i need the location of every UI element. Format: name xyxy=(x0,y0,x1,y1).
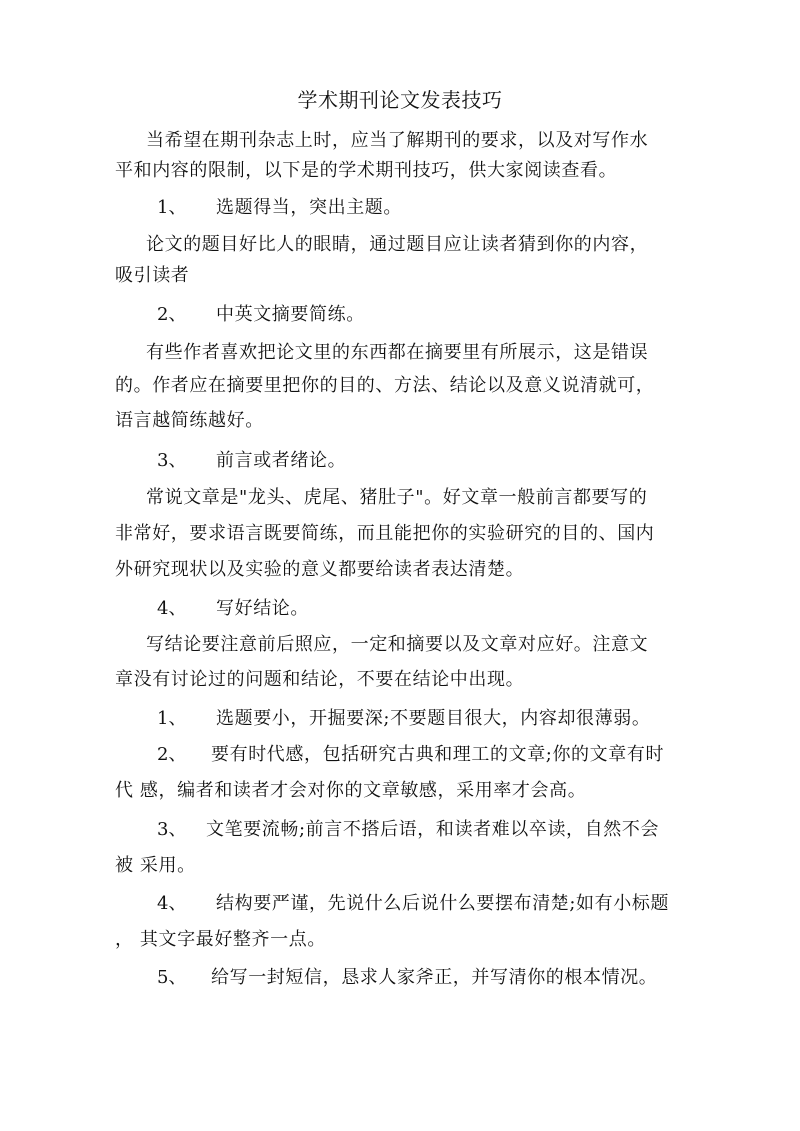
section-2-number: 2、 xyxy=(157,304,187,325)
section-2-body-line-2: 的。作者应在摘要里把你的目的、方法、结论以及意义说清就可， xyxy=(115,375,655,396)
section-1-body-line-1: 论文的题目好比人的眼睛，通过题目应让读者猜到你的内容， xyxy=(146,234,649,255)
tip-5-line-1: 给写一封短信，恳求人家斧正，并写清你的根本情况。 xyxy=(211,967,658,988)
tip-3-number: 3、 xyxy=(157,819,187,840)
document-title: 学术期刊论文发表技巧 xyxy=(297,88,503,112)
section-4-number: 4、 xyxy=(157,598,187,619)
tip-2-line-1: 要有时代感，包括研究古典和理工的文章;你的文章有时 xyxy=(211,744,665,765)
tip-3-line-1: 文笔要流畅;前言不搭后语，和读者难以卒读，自然不会 xyxy=(206,819,660,840)
tip-4-line-1: 结构要严谨，先说什么后说什么要摆布清楚;如有小标题 xyxy=(216,893,670,914)
section-4-body-line-1: 写结论要注意前后照应，一定和摘要以及文章对应好。注意文 xyxy=(146,634,649,655)
section-2-body-line-3: 语言越简练越好。 xyxy=(115,410,264,431)
section-2-heading: 中英文摘要简练。 xyxy=(216,304,365,325)
section-4-heading: 写好结论。 xyxy=(216,598,309,619)
section-3-body-line-2: 非常好，要求语言既要简练，而且能把你的实验研究的目的、国内 xyxy=(115,523,655,544)
intro-line-2: 平和内容的限制，以下是的学术期刊技巧，供大家阅读查看。 xyxy=(115,160,618,181)
tip-3-line-2: 被 采用。 xyxy=(115,855,196,876)
section-4-body-line-2: 章没有讨论过的问题和结论，不要在结论中出现。 xyxy=(115,669,525,690)
intro-line-1: 当希望在期刊杂志上时，应当了解期刊的要求，以及对写作水 xyxy=(146,130,649,151)
tip-4-line-2: ， 其文字最好整齐一点。 xyxy=(115,929,326,950)
section-1-body-line-2: 吸引读者 xyxy=(115,265,190,286)
tip-1-line-1: 选题要小，开掘要深;不要题目很大，内容却很薄弱。 xyxy=(216,708,651,729)
section-3-heading: 前言或者绪论。 xyxy=(216,450,347,471)
section-3-number: 3、 xyxy=(157,450,187,471)
section-3-body-line-1: 常说文章是"龙头、虎尾、猪肚子"。好文章一般前言都要写的 xyxy=(146,487,648,508)
tip-5-number: 5、 xyxy=(157,967,187,988)
tip-1-number: 1、 xyxy=(157,708,187,729)
tip-4-number: 4、 xyxy=(157,893,187,914)
tip-2-number: 2、 xyxy=(157,744,187,765)
tip-2-line-2: 代 感，编者和读者才会对你的文章敏感，采用率才会高。 xyxy=(115,780,587,801)
section-2-body-line-1: 有些作者喜欢把论文里的东西都在摘要里有所展示，这是错误 xyxy=(146,342,649,363)
section-1-number: 1、 xyxy=(157,197,187,218)
section-3-body-line-3: 外研究现状以及实验的意义都要给读者表达清楚。 xyxy=(115,559,525,580)
section-1-heading: 选题得当，突出主题。 xyxy=(216,197,402,218)
